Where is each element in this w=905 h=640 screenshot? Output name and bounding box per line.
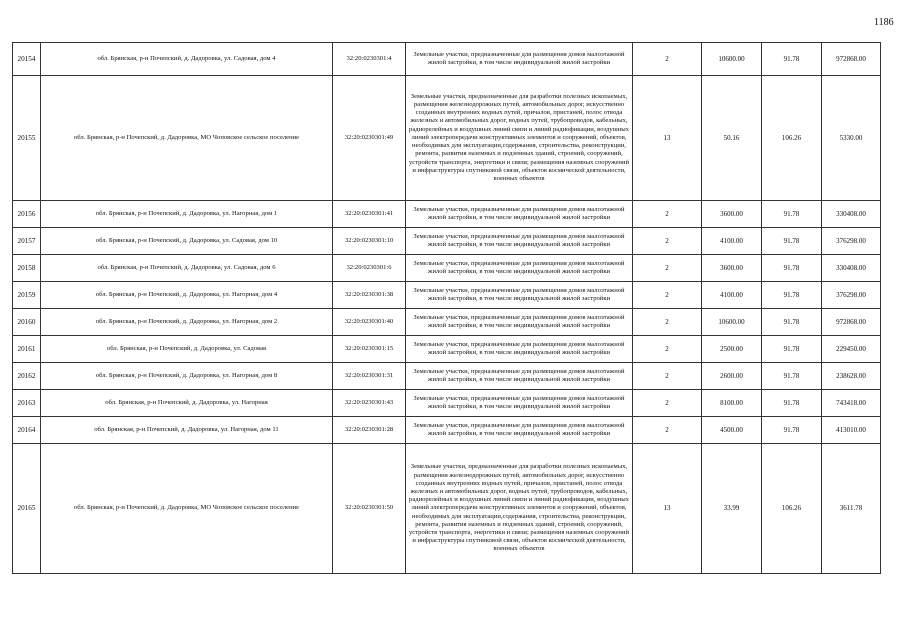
group-code-cell: 13 <box>633 444 702 574</box>
cadastral-number-cell: 32:20:0230301:43 <box>333 390 406 417</box>
cadastral-number-cell: 32:20:0230301:40 <box>333 309 406 336</box>
group-code-cell: 2 <box>633 201 702 228</box>
land-use-cell: Земельные участки, предназначенные для разработки полезных ископаемых, размещения железнодорожных путей, автомобильных дорог, искусственно созданных внутренних водных путей, причалов, пристаней, полос отвода железных и автомобильных дорог, водных путей, трубопроводов, кабельных, радиорелейных и воздушных линий связи и линий радиофикации, воздушных линий электропередачи конструктивных элементов и сооружений, объектов, необходимых для эксплуатации,содержания, строительства, реконструкции, ремонта, развития наземных и подземных зданий, строений, сооружений, устройств транспорта, энергетики и связи; размещения наземных сооружений и инфраструктуры спутниковой связи, объектов космической деятельности, военных объектов <box>406 76 633 201</box>
row-number-cell: 20160 <box>13 309 41 336</box>
land-use-cell: Земельные участки, предназначенные для размещения домов малоэтажной жилой застройки, в том числе индивидуальной жилой застройки <box>406 309 633 336</box>
row-number-cell: 20157 <box>13 228 41 255</box>
cadastral-number-cell: 32:20:0230301:4 <box>333 43 406 76</box>
row-number-cell: 20164 <box>13 417 41 444</box>
land-use-cell: Земельные участки, предназначенные для размещения домов малоэтажной жилой застройки, в том числе индивидуальной жилой застройки <box>406 43 633 76</box>
address-cell: обл. Брянская, р-н Почепский, д. Дадоровка, ул. Садовая, дом 10 <box>41 228 333 255</box>
rate-cell: 91.78 <box>762 336 822 363</box>
rate-cell: 91.78 <box>762 363 822 390</box>
land-use-cell: Земельные участки, предназначенные для размещения домов малоэтажной жилой застройки, в том числе индивидуальной жилой застройки <box>406 390 633 417</box>
cadastral-number-cell: 32:20:0230301:38 <box>333 282 406 309</box>
row-number-cell: 20161 <box>13 336 41 363</box>
group-code-cell: 13 <box>633 76 702 201</box>
area-cell: 2500.00 <box>702 336 762 363</box>
rate-cell: 106.26 <box>762 76 822 201</box>
table-row <box>13 363 881 390</box>
area-cell: 33.99 <box>702 444 762 574</box>
address-cell: обл. Брянская, р-н Почепский, д. Дадоровка, ул. Нагорная, дом 2 <box>41 309 333 336</box>
rate-cell: 91.78 <box>762 228 822 255</box>
table-row <box>13 336 881 363</box>
table-row <box>13 309 881 336</box>
rate-cell: 91.78 <box>762 390 822 417</box>
address-cell: обл. Брянская, р-н Почепский, д. Дадоровка, ул. Нагорная, дом 4 <box>41 282 333 309</box>
row-number-cell: 20163 <box>13 390 41 417</box>
address-cell: обл. Брянская, р-н Почепский, д. Дадоровка, ул. Нагорная, дом 1 <box>41 201 333 228</box>
address-cell: обл. Брянская, р-н Почепский, д. Дадоровка, ул. Нагорная <box>41 390 333 417</box>
cadastral-number-cell: 32:20:0230301:15 <box>333 336 406 363</box>
cadastral-number-cell: 32:20:0230301:49 <box>333 76 406 201</box>
land-use-cell: Земельные участки, предназначенные для размещения домов малоэтажной жилой застройки, в том числе индивидуальной жилой застройки <box>406 282 633 309</box>
table-row <box>13 228 881 255</box>
area-cell: 4100.00 <box>702 282 762 309</box>
table-row <box>13 255 881 282</box>
area-cell: 8100.00 <box>702 390 762 417</box>
row-number-cell: 20155 <box>13 76 41 201</box>
table-row <box>13 201 881 228</box>
land-registry-table <box>12 42 881 574</box>
table-row <box>13 417 881 444</box>
row-number-cell: 20154 <box>13 43 41 76</box>
row-number-cell: 20162 <box>13 363 41 390</box>
cadastral-value-cell: 743418.00 <box>822 390 881 417</box>
group-code-cell: 2 <box>633 43 702 76</box>
page-number: 1186 <box>874 17 894 28</box>
rate-cell: 91.78 <box>762 417 822 444</box>
address-cell: обл. Брянская, р-н Почепский, д. Дадоровка, ул. Садовая, дом 6 <box>41 255 333 282</box>
area-cell: 50.16 <box>702 76 762 201</box>
area-cell: 10600.00 <box>702 43 762 76</box>
rate-cell: 91.78 <box>762 43 822 76</box>
land-use-cell: Земельные участки, предназначенные для размещения домов малоэтажной жилой застройки, в том числе индивидуальной жилой застройки <box>406 255 633 282</box>
cadastral-value-cell: 376298.00 <box>822 228 881 255</box>
group-code-cell: 2 <box>633 255 702 282</box>
area-cell: 4100.00 <box>702 228 762 255</box>
rate-cell: 91.78 <box>762 255 822 282</box>
cadastral-value-cell: 376298.00 <box>822 282 881 309</box>
land-use-cell: Земельные участки, предназначенные для размещения домов малоэтажной жилой застройки, в том числе индивидуальной жилой застройки <box>406 363 633 390</box>
area-cell: 3600.00 <box>702 201 762 228</box>
cadastral-number-cell: 32:20:0230301:50 <box>333 444 406 574</box>
cadastral-number-cell: 32:20:0230301:28 <box>333 417 406 444</box>
rate-cell: 106.26 <box>762 444 822 574</box>
area-cell: 4500.00 <box>702 417 762 444</box>
group-code-cell: 2 <box>633 228 702 255</box>
table-row <box>13 43 881 76</box>
cadastral-value-cell: 229450.00 <box>822 336 881 363</box>
cadastral-value-cell: 238628.00 <box>822 363 881 390</box>
row-number-cell: 20159 <box>13 282 41 309</box>
group-code-cell: 2 <box>633 282 702 309</box>
table-row <box>13 390 881 417</box>
area-cell: 3600.00 <box>702 255 762 282</box>
cadastral-number-cell: 32:20:0230301:10 <box>333 228 406 255</box>
cadastral-value-cell: 972868.00 <box>822 43 881 76</box>
table-row <box>13 444 881 574</box>
address-cell: обл. Брянская, р-н Почепский, д. Дадоровка, ул. Нагорная, дом 11 <box>41 417 333 444</box>
address-cell: обл. Брянская, р-н Почепский, д. Дадоровка, ул. Садовая <box>41 336 333 363</box>
group-code-cell: 2 <box>633 363 702 390</box>
land-use-cell: Земельные участки, предназначенные для размещения домов малоэтажной жилой застройки, в том числе индивидуальной жилой застройки <box>406 417 633 444</box>
address-cell: обл. Брянская, р-н Почепский, д. Дадоровка, ул. Нагорная, дом 8 <box>41 363 333 390</box>
land-use-cell: Земельные участки, предназначенные для размещения домов малоэтажной жилой застройки, в том числе индивидуальной жилой застройки <box>406 201 633 228</box>
area-cell: 2600.00 <box>702 363 762 390</box>
cadastral-number-cell: 32:20:0230301:6 <box>333 255 406 282</box>
row-number-cell: 20165 <box>13 444 41 574</box>
group-code-cell: 2 <box>633 417 702 444</box>
cadastral-value-cell: 972868.00 <box>822 309 881 336</box>
rate-cell: 91.78 <box>762 282 822 309</box>
land-use-cell: Земельные участки, предназначенные для разработки полезных ископаемых, размещения железнодорожных путей, автомобильных дорог, искусственно созданных внутренних водных путей, причалов, пристаней, полос отвода железных и автомобильных дорог, водных путей, трубопроводов, кабельных, радиорелейных и воздушных линий связи и линий радиофикации, воздушных линий электропередачи конструктивных элементов и сооружений, объектов, необходимых для эксплуатации,содержания, строительства, реконструкции, ремонта, развития наземных и подземных зданий, строений, сооружений, устройств транспорта, энергетики и связи; размещения наземных сооружений и инфраструктуры спутниковой связи, объектов космической деятельности, военных объектов <box>406 444 633 574</box>
address-cell: обл. Брянская, р-н Почепский, д. Дадоровка, МО Чоповское сельское поселение <box>41 444 333 574</box>
table-row <box>13 76 881 201</box>
row-number-cell: 20156 <box>13 201 41 228</box>
rate-cell: 91.78 <box>762 201 822 228</box>
cadastral-number-cell: 32:20:0230301:41 <box>333 201 406 228</box>
group-code-cell: 2 <box>633 336 702 363</box>
cadastral-value-cell: 5330.00 <box>822 76 881 201</box>
cadastral-value-cell: 413010.00 <box>822 417 881 444</box>
group-code-cell: 2 <box>633 390 702 417</box>
land-use-cell: Земельные участки, предназначенные для размещения домов малоэтажной жилой застройки, в том числе индивидуальной жилой застройки <box>406 336 633 363</box>
address-cell: обл. Брянская, р-н Почепский, д. Дадоровка, ул. Садовая, дом 4 <box>41 43 333 76</box>
cadastral-number-cell: 32:20:0230301:31 <box>333 363 406 390</box>
row-number-cell: 20158 <box>13 255 41 282</box>
rate-cell: 91.78 <box>762 309 822 336</box>
cadastral-value-cell: 330408.00 <box>822 255 881 282</box>
cadastral-value-cell: 3611.78 <box>822 444 881 574</box>
cadastral-value-cell: 330408.00 <box>822 201 881 228</box>
address-cell: обл. Брянская, р-н Почепский, д. Дадоровка, МО Чоповское сельское поселение <box>41 76 333 201</box>
land-use-cell: Земельные участки, предназначенные для размещения домов малоэтажной жилой застройки, в том числе индивидуальной жилой застройки <box>406 228 633 255</box>
table-row <box>13 282 881 309</box>
group-code-cell: 2 <box>633 309 702 336</box>
area-cell: 10600.00 <box>702 309 762 336</box>
